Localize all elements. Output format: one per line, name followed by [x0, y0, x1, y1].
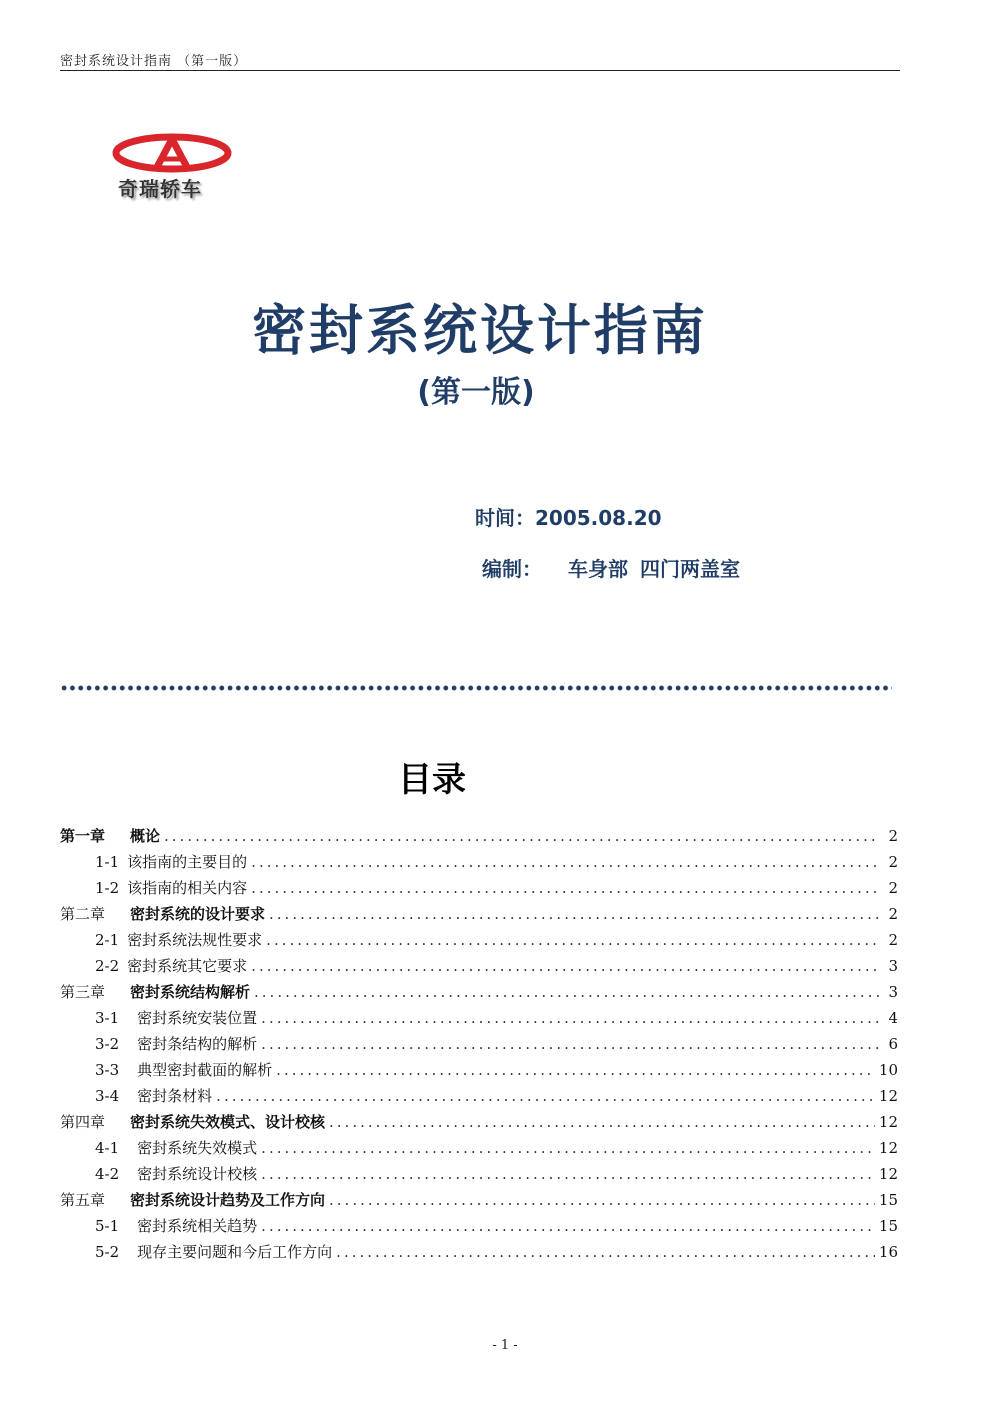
toc-entry-label: 密封条结构的解析 — [137, 1035, 258, 1053]
toc-entry-page: 4 — [888, 1009, 898, 1027]
toc-entry-number: 3-1 — [95, 1009, 120, 1027]
toc-entry[interactable] — [60, 1163, 898, 1189]
toc-leader-dots — [261, 1217, 875, 1235]
toc-entry-number: 第四章 — [60, 1113, 106, 1131]
toc-leader-dots — [251, 853, 880, 871]
toc-entry-number: 4-2 — [95, 1165, 120, 1183]
toc-entry-number: 1-2 — [95, 879, 120, 897]
chery-logo-icon — [112, 133, 236, 177]
toc-leader-dots — [164, 827, 880, 845]
toc-entry-page: 6 — [888, 1035, 898, 1053]
toc-leader-dots — [261, 1139, 875, 1157]
toc-entry-page: 2 — [888, 905, 898, 923]
toc-leader-dots — [276, 1061, 875, 1079]
toc-entry[interactable] — [60, 903, 898, 929]
toc-entry-label: 密封系统相关趋势 — [137, 1217, 258, 1235]
toc-leader-dots — [269, 905, 880, 923]
toc-entry[interactable] — [60, 825, 898, 851]
toc-entry-page: 2 — [888, 879, 898, 897]
toc-entry-page: 10 — [878, 1061, 898, 1079]
chery-logo — [112, 133, 242, 213]
toc-leader-dots — [266, 931, 880, 949]
toc-entry[interactable] — [60, 981, 898, 1007]
toc-entry[interactable] — [60, 1215, 898, 1241]
toc-leader-dots — [261, 1009, 880, 1027]
document-subtitle: (第一版) — [417, 375, 535, 410]
toc-entry-number: 1-1 — [95, 853, 120, 871]
toc-entry-number: 第三章 — [60, 983, 106, 1001]
toc-entry-label: 密封系统安装位置 — [137, 1009, 258, 1027]
toc-entry-page: 15 — [878, 1217, 898, 1235]
toc-entry-number: 第二章 — [60, 905, 106, 923]
toc-entry[interactable] — [60, 1007, 898, 1033]
time-value: 2005.08.20 — [535, 506, 662, 530]
time-line — [475, 502, 662, 531]
page-number: - 1 - — [492, 1338, 518, 1353]
toc-entry-number: 3-3 — [95, 1061, 120, 1079]
toc-entry[interactable] — [60, 877, 898, 903]
toc-entry[interactable] — [60, 851, 898, 877]
toc-leader-dots — [251, 879, 880, 897]
toc-entry-label: 密封系统的设计要求 — [130, 905, 266, 923]
toc-entry-page: 2 — [888, 931, 898, 949]
toc-entry-label: 概论 — [130, 827, 161, 845]
toc-entry[interactable] — [60, 955, 898, 981]
toc-entry[interactable] — [60, 1059, 898, 1085]
author-office: 四门两盖室 — [640, 557, 740, 581]
toc-entry-label: 密封系统失效模式、设计校核 — [130, 1113, 326, 1131]
time-label: 时间： — [475, 506, 535, 530]
toc-entry-page: 12 — [878, 1113, 898, 1131]
toc-entry-page: 3 — [888, 983, 898, 1001]
toc-entry-label: 密封系统设计校核 — [137, 1165, 258, 1183]
toc-entry-number: 2-1 — [95, 931, 120, 949]
toc-entry-number: 5-1 — [95, 1217, 120, 1235]
toc-entry[interactable] — [60, 1111, 898, 1137]
author-dept: 车身部 — [568, 557, 628, 581]
toc-leader-dots — [251, 957, 880, 975]
toc-entry-number: 3-2 — [95, 1035, 120, 1053]
toc-entry-number: 4-1 — [95, 1139, 120, 1157]
toc-entry-label: 密封系统结构解析 — [130, 983, 251, 1001]
toc-entry-number: 2-2 — [95, 957, 120, 975]
document-title: 密封系统设计指南 — [252, 299, 708, 362]
toc-entry[interactable] — [60, 1241, 898, 1267]
toc-entry-label: 该指南的主要目的 — [127, 853, 248, 871]
running-header: 密封系统设计指南 （第一版） — [60, 54, 248, 69]
toc-entry-label: 密封系统法规性要求 — [127, 931, 263, 949]
toc-leader-dots — [254, 983, 880, 1001]
toc-entry-number: 5-2 — [95, 1243, 120, 1261]
toc-entry-label: 密封条材料 — [137, 1087, 213, 1105]
author-label: 编制： — [482, 557, 542, 581]
toc-leader-dots — [329, 1113, 875, 1131]
table-of-contents — [60, 825, 898, 1267]
toc-entry-page: 15 — [878, 1191, 898, 1209]
toc-entry-page: 12 — [878, 1087, 898, 1105]
toc-leader-dots — [261, 1035, 880, 1053]
toc-entry[interactable] — [60, 929, 898, 955]
toc-entry-label: 该指南的相关内容 — [127, 879, 248, 897]
toc-entry-page: 16 — [878, 1243, 898, 1261]
toc-title: 目录 — [398, 760, 466, 800]
toc-leader-dots — [216, 1087, 875, 1105]
toc-entry[interactable] — [60, 1033, 898, 1059]
toc-entry-page: 12 — [878, 1165, 898, 1183]
toc-entry-label: 密封系统设计趋势及工作方向 — [130, 1191, 326, 1209]
author-line — [482, 553, 740, 582]
toc-entry-label: 现存主要问题和今后工作方向 — [137, 1243, 333, 1261]
toc-entry-label: 典型密封截面的解析 — [137, 1061, 273, 1079]
toc-entry-number: 第五章 — [60, 1191, 106, 1209]
toc-entry-page: 12 — [878, 1139, 898, 1157]
toc-leader-dots — [336, 1243, 875, 1261]
toc-entry[interactable] — [60, 1137, 898, 1163]
dotted-divider — [60, 685, 892, 691]
header-rule — [60, 70, 900, 71]
logo-text: 奇瑞轿车 — [118, 177, 202, 201]
toc-entry-label: 密封系统其它要求 — [127, 957, 248, 975]
toc-leader-dots — [329, 1191, 875, 1209]
toc-entry-number: 3-4 — [95, 1087, 120, 1105]
toc-entry-page: 2 — [888, 853, 898, 871]
toc-entry[interactable] — [60, 1085, 898, 1111]
toc-entry-number: 第一章 — [60, 827, 106, 845]
toc-entry-page: 2 — [888, 827, 898, 845]
toc-entry[interactable] — [60, 1189, 898, 1215]
toc-leader-dots — [261, 1165, 875, 1183]
toc-entry-label: 密封系统失效模式 — [137, 1139, 258, 1157]
toc-entry-page: 3 — [888, 957, 898, 975]
